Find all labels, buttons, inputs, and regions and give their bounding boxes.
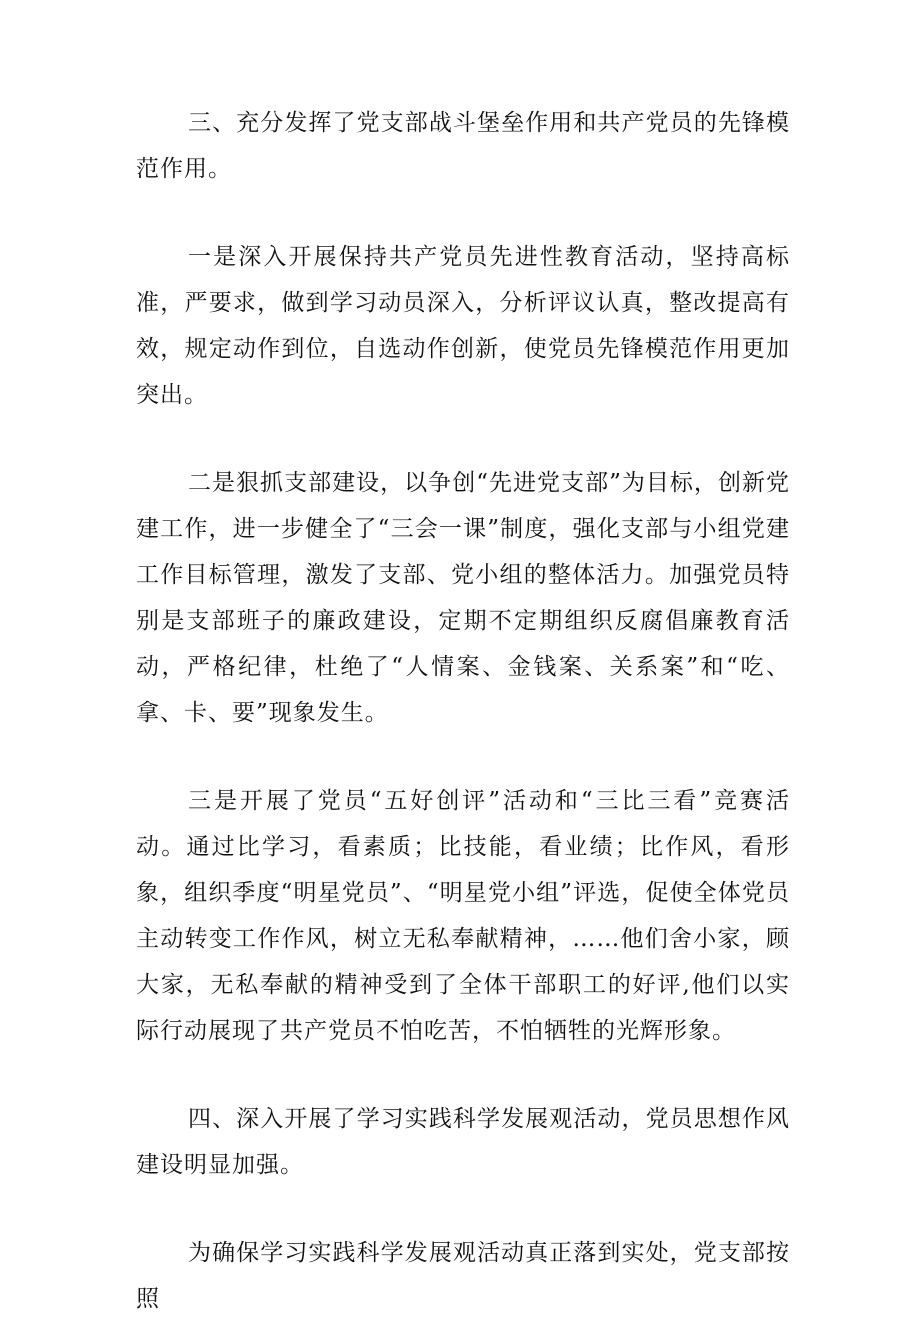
paragraph-item-three: 三是开展了党员“五好创评”活动和“三比三看”竞赛活动。通过比学习，看素质；比技能，看业绩；比作风，看形象，组织季度“明星党员”、“明星党小组”评选，促使全体党员主动转变工作作风，树立无私奉献精神，……他们舍小家，顾大家，无私奉献的精神受到了全体干部职工的好评,他们以实际行动展现了共产党员不怕吃苦，不怕牺牲的光辉形象。 — [136, 788, 790, 1044]
paragraph-section-three-heading: 三、充分发挥了党支部战斗堡垒作用和共产党员的先锋模范作用。 — [136, 110, 790, 182]
paragraph-item-two: 二是狠抓支部建设，以争创“先进党支部”为目标，创新党建工作，进一步健全了“三会一课”制度，强化支部与小组党建工作目标管理，激发了支部、党小组的整体活力。加强党员特别是支部班子的廉政建设，定期不定期组织反腐倡廉教育活动，严格纪律，杜绝了“人情案、金钱案、关系案”和“吃、拿、卡、要”现象发生。 — [136, 470, 790, 726]
document-body — [136, 100, 790, 1322]
paragraph-item-one: 一是深入开展保持共产党员先进性教育活动，坚持高标准，严要求，做到学习动员深入，分析评议认真，整改提高有效，规定动作到位，自选动作创新，使党员先锋模范作用更加突出。 — [136, 244, 790, 408]
paragraph-section-four-body: 为确保学习实践科学发展观活动真正落到实处，党支部按照 — [136, 1240, 790, 1312]
paragraph-section-four-heading: 四、深入开展了学习实践科学发展观活动，党员思想作风建设明显加强。 — [136, 1106, 790, 1178]
